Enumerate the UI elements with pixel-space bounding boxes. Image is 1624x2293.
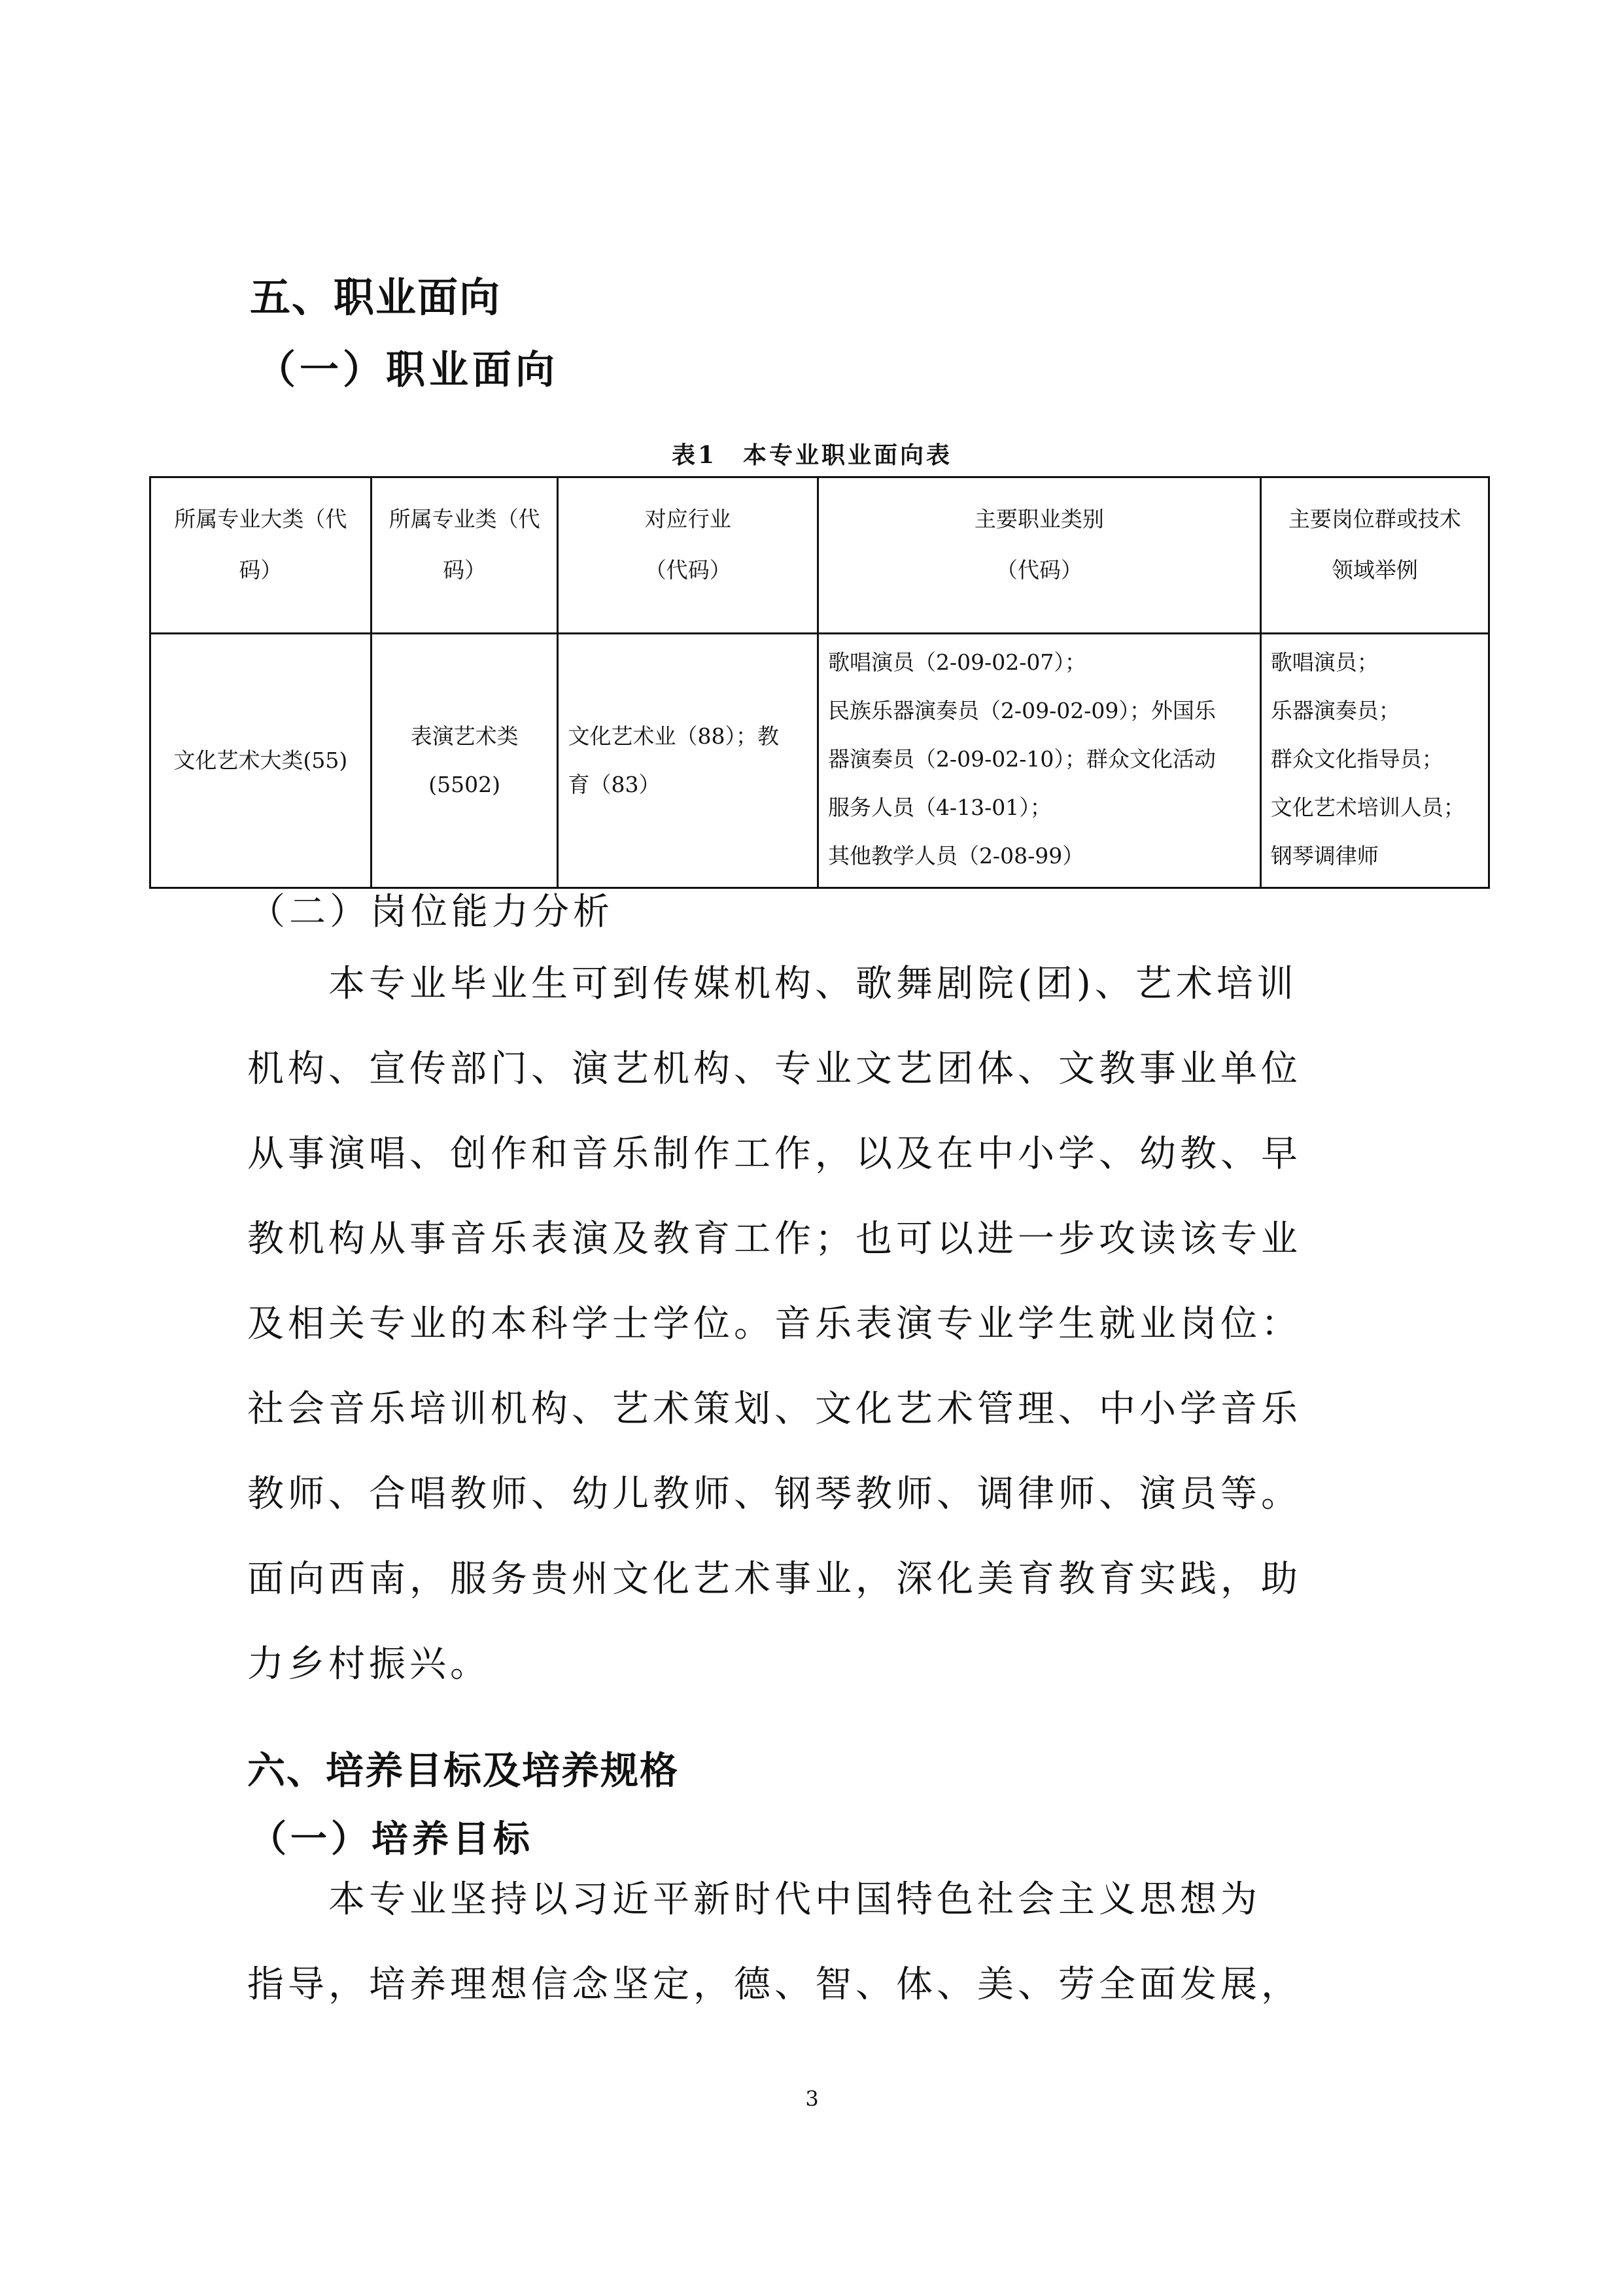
section-6-1-heading: （一）培养目标 xyxy=(250,1818,534,1861)
header-major-class: 所属专业类（代 码） xyxy=(371,477,558,634)
cell-industry: 文化艺术业（88）；教 育（83） xyxy=(558,634,818,888)
page-number: 3 xyxy=(805,2086,819,2111)
header-occupation: 主要职业类别 （代码） xyxy=(818,477,1260,634)
table-caption: 表1 本专业职业面向表 xyxy=(671,441,953,469)
header-industry: 对应行业 （代码） xyxy=(558,477,818,634)
cell-major-class: 表演艺术类 (5502) xyxy=(371,634,558,888)
section-6-heading: 六、培养目标及培养规格 xyxy=(247,1748,680,1793)
cell-positions: 歌唱演员； 乐器演奏员； 群众文化指导员； 文化艺术培训人员； 钢琴调律师 xyxy=(1260,634,1489,888)
table-header-row xyxy=(150,477,1489,634)
section-5-2-paragraph: 本专业毕业生可到传媒机构、歌舞剧院(团)、艺术培训 机构、宣传部门、演艺机构、专业文艺团体、文教事业单位 从事演唱、创作和音乐制作工作，以及在中小学、幼教、早 教机构从事音乐表演及教育工作；也可以进一步攻读该专业 及相关专业的本科学士学位。音乐表演专业学生就业岗位： 社会音乐培训机构、艺术策划、文化艺术管理、中小学音乐 教师、合唱教师、幼儿教师、钢琴教师、调律师、演员等。 面向西南，服务贵州文化艺术事业，深化美育教育实践，助 力乡村振兴。 xyxy=(247,963,1302,1685)
table-row xyxy=(150,634,1489,888)
section-5-2-heading: （二）岗位能力分析 xyxy=(249,891,613,933)
occupation-table xyxy=(149,476,1490,889)
section-5-1-heading: （一）职业面向 xyxy=(256,347,559,393)
header-positions: 主要岗位群或技术 领域举例 xyxy=(1260,477,1489,634)
section-6-1-paragraph: 本专业坚持以习近平新时代中国特色社会主义思想为 指导，培养理想信念坚定，德、智、体、美、劳全面发展， xyxy=(247,1878,1302,2006)
cell-occupations: 歌唱演员（2-09-02-07）； 民族乐器演奏员（2-09-02-09）；外国乐 器演奏员（2-09-02-10）；群众文化活动 服务人员（4-13-01）； 其他教学人员（2-08-99） xyxy=(818,634,1260,888)
section-5-heading: 五、职业面向 xyxy=(250,273,502,321)
header-major-category: 所属专业大类（代 码） xyxy=(150,477,371,634)
cell-major-category: 文化艺术大类(55) xyxy=(150,634,371,888)
